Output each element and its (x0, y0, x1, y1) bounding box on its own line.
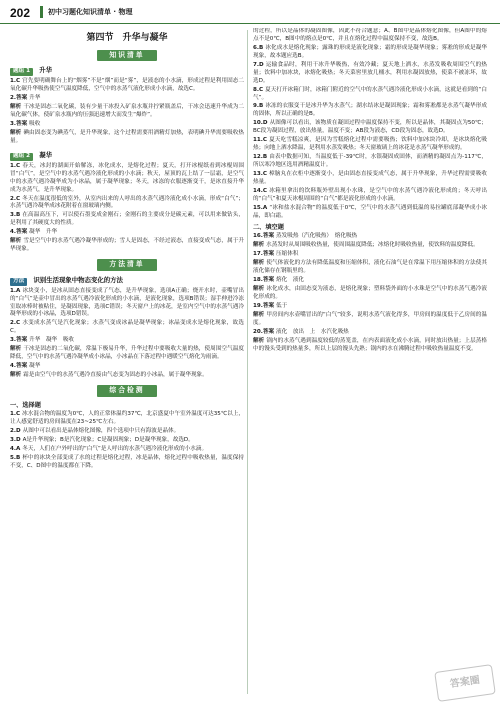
answer-item (10, 288, 244, 320)
band-test (10, 385, 244, 397)
answer-item (10, 455, 244, 471)
answer-text: 霜是由空气中的水蒸气遇冷直接由气态变为固态的小冰晶，属于凝华现象。 (23, 372, 208, 379)
answer-text: 夏天打开冰箱门时，冰箱门附近的空气中的水蒸气遇冷液化形成小水滴，这就是看到的“白气”。 (253, 86, 487, 101)
answer-label: 12.B (253, 154, 270, 161)
topic-2-tag: 题组 2 (10, 153, 33, 161)
answer-text: 冰箱里拿出的饮料瓶外壁出现小水珠，是空气中的水蒸气遇冷液化形成的；冬天呼出的“白气”和夏天冰棍周围的“白气”都是液化形成的小水滴。 (253, 187, 487, 202)
answer-item (10, 428, 244, 436)
answer-label: 4.答案 (10, 363, 30, 370)
answer-text: 干冰是固态二氧化碳，装有少量干冰投入矿泉水瓶并拧紧瓶盖后，干冰会迅速升华成为二氧化碳气体，使矿泉水瓶内的压强迅速增大而发生“爆炸”。 (10, 104, 244, 119)
answer-label: 5.B (10, 455, 23, 462)
answer-label: 17.答案 (253, 251, 277, 258)
answer-item (10, 437, 244, 445)
band-test-label: 综合检测 (97, 385, 156, 397)
watermark-logo: 答案圈 (434, 664, 496, 702)
topic-1-heading (10, 66, 244, 76)
answer-text: 凝华 升华 (29, 229, 58, 236)
choice-section-heading: 一、选择题 (10, 401, 41, 409)
topic-2-answers (10, 163, 244, 254)
answer-item (253, 242, 487, 250)
answer-text: 官先要明确舞台上的“烟雾”不是“烟”而是“雾”，是液态的小水滴，形成过程是利用固态二氧化碳升华吸热使空气温度降低，空气中的水蒸气液化形成小水滴，故选C。 (10, 78, 244, 93)
answer-text: 冬天在温度很低的室外，从室内出来的人呼出的水蒸气遇冷液化成小水滴，形成“白气”；水蒸气遇冷凝华成冰花附着在窗玻璃内侧。 (10, 195, 244, 210)
right-answers-part-2 (253, 233, 487, 353)
answer-text: 在高温高压下，可以使石墨变成金刚石；金刚石的主要成分是碳元素，可以用来做钻头，是利用了其硬度大的性质。 (10, 212, 244, 227)
answer-item (253, 103, 487, 119)
answer-text: 低于 (276, 302, 288, 309)
answer-label: 19.答案 (253, 302, 277, 309)
answer-text: 从图中可以看出是晶体熔化图像，四个选项中只有海波是晶体。 (22, 428, 180, 435)
answer-text: 雪是空气中的水蒸气遇冷凝华形成的；雪人是固态，不经过液态，直接变成气态，属于升华现象。 (10, 238, 244, 253)
method-answers (10, 288, 244, 380)
answer-item (253, 137, 487, 153)
answer-text: 使气体液化的方法有降低温度和压缩体积，液化石油气是在常温下用压缩体积的方法使其液化储存在钢瓶里的。 (253, 260, 487, 275)
answer-text: 升华 凝华 吸收 (29, 337, 74, 344)
answer-text: 凝华 (29, 363, 41, 370)
answer-item (253, 171, 487, 187)
answer-label: 6.B (253, 44, 266, 51)
answer-label: 2.C (10, 320, 23, 327)
band-method-label: 方法清单 (97, 259, 156, 271)
answer-text: 吸收 (29, 121, 41, 128)
answer-item (253, 28, 487, 44)
answer-item (10, 95, 244, 103)
answer-label: 4.答案 (10, 229, 30, 236)
answer-item (10, 163, 244, 195)
answer-label: 8.C (253, 86, 266, 93)
answer-label: 1.A (10, 287, 23, 294)
answer-item (253, 62, 487, 86)
answer-text: 液化 放出 上 水汽化吸热 (276, 328, 349, 335)
answer-text: 压缩体积 (276, 251, 299, 258)
right-answers-part-1 (253, 28, 487, 221)
answer-item (253, 329, 487, 337)
left-column (10, 28, 244, 696)
page-number: 202 (10, 6, 31, 20)
answer-label: 10.D (253, 120, 270, 127)
answer-label: 16.答案 (253, 233, 277, 240)
answer-item (10, 104, 244, 120)
answer-text: 干冰是固态的二氧化碳，常温下极易升华，升华过程中要吸收大量的热，使周围空气温度降低，空气中的水蒸气遇冷凝华成小冰晶，小冰晶在下落过程中遇暖空气熔化为雨滴。 (10, 346, 244, 361)
answer-text: 升华 (29, 95, 41, 102)
answer-label: 解析 (10, 129, 24, 136)
header-accent-bar (40, 6, 43, 18)
answer-text: 锅内的水蒸气遇到温度较低的蒸笼盖，在内表面液化成小水滴，同时放出热量；上层蒸格中的馒头受到的热量多，所以上层的馒头先熟；锅内的水在沸腾过程中吸收热量温度不变。 (253, 337, 487, 352)
answer-item (10, 130, 244, 146)
band-knowledge (10, 50, 244, 62)
answer-item (253, 277, 487, 285)
answer-label: 1.C (10, 78, 23, 85)
column-divider (247, 30, 248, 694)
answer-label: 1.C (10, 162, 23, 169)
answer-text: 由表中数据可知，当温度低于-39℃时，水银凝固成固体，而酒精的凝固点为-117℃，所以寒冷地区选用酒精温度计。 (253, 154, 487, 168)
answer-item (253, 286, 487, 302)
topic-1-answers (10, 78, 244, 146)
answer-text: 的过程，所以是晶体的凝固图像，因此不符合题意；A、B图中是晶体熔化图像，但A图中的熔点不是0℃，B图中的熔点是0℃，并且在熔化过程中温度保持不变，故选B。 (253, 28, 487, 42)
answer-text: 夏天吃雪糕凉爽，是因为雪糕熔化过程中需要吸热；饮料中加冰块冷却，是冰块熔化吸热；向地上洒水降温，是利用水蒸发吸热；冬天窗玻璃上的冰花是水蒸气凝华形成的。 (253, 137, 487, 152)
answer-text: 蒸发吸热（汽化吸热） 熔化吸热 (276, 233, 358, 240)
answer-item (253, 233, 487, 241)
answer-item (253, 45, 487, 61)
answer-label: 解析 (253, 260, 267, 267)
answer-item (253, 120, 487, 136)
answer-item (253, 251, 487, 259)
answer-text: “冰和盐水混合物”的温度低于0℃，空气中的水蒸气遇到低温的易拉罐底部凝华成小冰晶，即白霜。 (253, 204, 487, 219)
answer-label: 4.A (10, 446, 23, 453)
answer-text: 碘由固态变为碘蒸气，是升华现象，这个过程需要用酒精灯加热，表明碘升华需要吸收热量。 (10, 129, 244, 144)
answer-text: 冰化成水，由固态变为液态，是熔化现象；塑料袋外面的小水珠是空气中的水蒸气遇冷液化形成的。 (253, 285, 487, 300)
answer-label: 20.答案 (253, 328, 277, 335)
answer-label: 解析 (253, 337, 267, 344)
answer-label: 14.C (253, 187, 270, 194)
method-tag: 方法 (10, 278, 27, 286)
answer-item (10, 121, 244, 129)
answer-label: 解析 (253, 242, 267, 249)
answer-item (253, 87, 487, 103)
answer-item (10, 372, 244, 380)
answer-item (10, 337, 244, 345)
answer-item (10, 411, 244, 427)
answer-text: 冰水混合物的温度为0℃，人的正常体温约37℃，北京盛夏中午室外温度可达35℃以上，让人感觉舒适的房间温度在23~25℃左右。 (10, 411, 244, 426)
answer-item (10, 229, 244, 237)
method-heading (10, 276, 244, 286)
answer-item (253, 154, 487, 170)
answer-item (10, 238, 244, 254)
answer-item (10, 363, 244, 371)
answer-text: 甲房间内水壶嘴冒出的“白气”较多，说明水蒸气液化得多，甲房间的温度低于乙房间的温度。 (253, 311, 487, 326)
answer-text: 冰化成水是熔化现象；露珠的形成是液化现象；霜的形成是凝华现象；雾凇的形成是凝华现象，故本题应选B。 (253, 44, 487, 59)
answer-label: 3.答案 (10, 121, 30, 128)
answer-item (10, 346, 244, 362)
answer-label: 9.B (253, 103, 266, 110)
answer-label: 2.答案 (10, 95, 30, 102)
answer-label: 解析 (10, 346, 24, 353)
answer-label: 1.C (10, 411, 23, 418)
answer-text: 冬天，人们在户外呼出的“白气”是人呼出的水蒸气遇冷液化形成的小水滴。 (22, 446, 208, 453)
answer-item (253, 312, 487, 328)
answer-label: 13.C (253, 170, 270, 177)
answer-label: 7.D (253, 61, 266, 68)
page-header (0, 0, 500, 24)
answer-item (253, 188, 487, 204)
book-title: 初中习题化知识清单 · 物理 (48, 8, 133, 16)
method-title: 识别生活现象中物态变化的方法 (33, 275, 123, 284)
answer-label: 2.C (10, 195, 23, 202)
band-knowledge-label: 知识清单 (97, 50, 156, 62)
topic-1-title: 升华 (39, 66, 53, 75)
right-column (253, 28, 487, 696)
fill-section-heading: 二、填空题 (253, 223, 284, 231)
answer-text: 冰冻的衣服变干是冰升华为水蒸气；湖水结冰是凝固现象；霜和雾凇都是水蒸气凝华形成的固体，所以正确的是B。 (253, 103, 487, 118)
answer-text: 运输食品时，利用干冰升华吸热，有效冷藏；夏天地上洒水，水蒸发吸收周围空气的热量；饮料中加冰块，冰熔化吸热；冬天菜窖里放几桶水，利用水凝固放热，使菜不被冻坏，故选D。 (253, 61, 487, 84)
answer-item (253, 303, 487, 311)
answer-label: 解析 (10, 238, 24, 245)
answer-label: 解析 (10, 104, 24, 111)
answer-item (253, 260, 487, 276)
topic-2-heading (10, 151, 244, 161)
answer-label: 18.答案 (253, 277, 277, 284)
answer-label: 解析 (253, 285, 267, 292)
answer-label: 3.D (10, 437, 23, 444)
answer-label: 3.B (10, 212, 23, 219)
answer-label: 解析 (253, 311, 267, 318)
answer-item (253, 338, 487, 354)
answer-item (253, 205, 487, 221)
answer-text: 从图像可以看出，该物质在凝固过程中温度保持不变，所以是晶体，其凝固点为50℃；BC段为凝固过程，放出热量，温度不变；AB段为液态，CD段为固态，故选D。 (253, 120, 487, 135)
answer-text: 春天，冰封的湖面开始解冻，冰化成水，是熔化过程；夏天，打开冰棍纸看到冰棍周围冒“白气”，是空气中的水蒸气遇冷液化形成的小水滴；秋天，屋顶的瓦上结了一层霜，是空气中的水蒸气遇冷凝华成为小冰晶，属于凝华现象；冬天，冰冻的衣服逐渐变干，是冰直接升华成为水蒸气，是升华现象。 (10, 162, 244, 193)
band-method (10, 259, 244, 271)
answer-label: 解析 (10, 372, 24, 379)
answer-label: 2.D (10, 428, 23, 435)
topic-1-tag: 题组 1 (10, 68, 33, 76)
answer-text: 杯中的冰块全部变成了水的过程是熔化过程，冰是晶体，熔化过程中吸收热量，温度保持不变，C、D图中的温度都在下降。 (10, 455, 244, 470)
topic-2-title: 凝华 (39, 150, 53, 159)
answer-item (10, 320, 244, 336)
answer-text: 冰块变小，是冰从固态直接变成了气态，是升华现象，选项A正确；烧开水时，壶嘴冒出的“白气”是壶中冒出的水蒸气遇冷液化形成的小水滴，是液化现象，选项B错误；湿手伸进冷冻室取冰棒时被粘住，是凝固现象，选项C错误；冬天窗户上的冰花，是室内空气中的水蒸气遇冷凝华形成的小冰晶，选项D错误。 (10, 287, 244, 318)
answer-item (10, 196, 244, 212)
answer-text: 水蒸发时从周围吸收热量，使周围温度降低；冰熔化时吸收热量，使饮料的温度降低。 (266, 242, 479, 249)
test-answers (10, 411, 244, 471)
answer-text: 熔化 液化 (276, 277, 305, 284)
answer-label: 3.答案 (10, 337, 30, 344)
answer-label: 11.C (253, 137, 270, 144)
answer-item (10, 446, 244, 454)
section-title: 第四节 升华与凝华 (86, 33, 168, 43)
answer-label: 15.A (253, 204, 270, 211)
answer-text: 水变成水蒸气是汽化现象；水蒸气变成冰晶是凝华现象；冰晶变成水是熔化现象，故选C。 (10, 320, 244, 335)
answer-text: 樟脑丸在衣柜中逐渐变小，是由固态直接变成气态，属于升华现象，升华过程需要吸收热量。 (253, 170, 487, 185)
answer-item (10, 212, 244, 228)
answer-text: A是升华现象；B是汽化现象；C是凝固现象；D是凝华现象，故选D。 (22, 437, 194, 444)
answer-item (10, 78, 244, 94)
